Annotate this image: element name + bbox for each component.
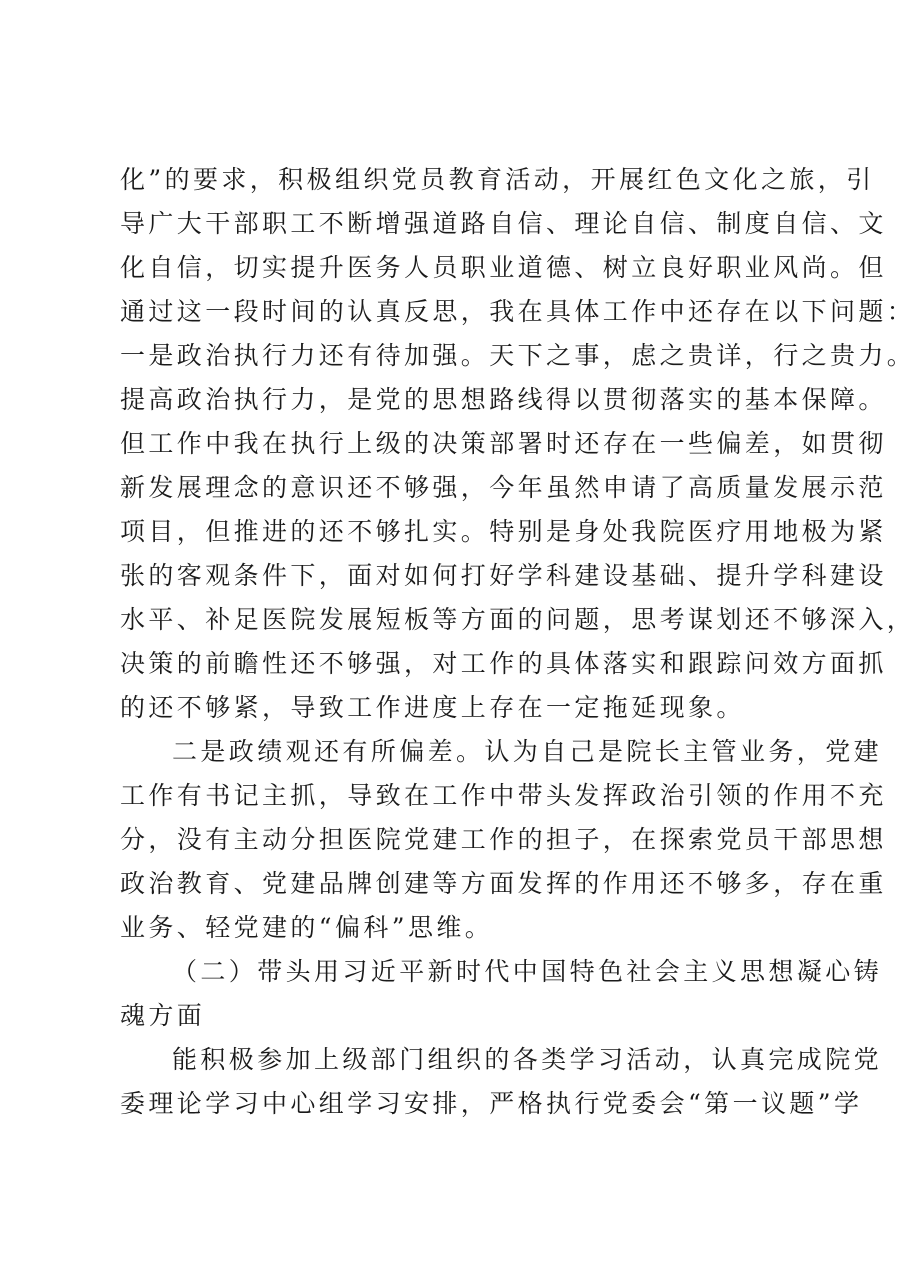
text-line: 政治教育、党建品牌创建等方面发挥的作用还不够多，存在重 [120,869,887,898]
text-line: 化自信，切实提升医务人员职业道德、树立良好职业风尚。但 [120,253,887,282]
text-line: 业务、轻党建的“偏科”思维。 [120,913,494,942]
text-line: 项目，但推进的还不够扎实。特别是身处我院医疗用地极为紧 [120,517,887,546]
text-line: 通过这一段时间的认真反思，我在具体工作中还存在以下问题： [120,297,915,326]
text-line: 化”的要求，积极组织党员教育活动，开展红色文化之旅，引 [120,165,875,194]
text-line: 工作有书记主抓，导致在工作中带头发挥政治引领的作用不充 [120,781,887,810]
paragraph-first-line: 二是政绩观还有所偏差。认为自己是院长主管业务，党建 [172,737,883,766]
section-heading: （二）带头用习近平新时代中国特色社会主义思想凝心铸 [172,957,883,986]
text-line: 一是政治执行力还有待加强。天下之事，虑之贵详，行之贵力。 [120,341,915,370]
text-line: 张的客观条件下，面对如何打好学科建设基础、提升学科建设 [120,561,887,590]
text-line: 水平、补足医院发展短板等方面的问题，思考谋划还不够深入， [120,605,915,634]
text-line: 但工作中我在执行上级的决策部署时还存在一些偏差，如贯彻 [120,429,887,458]
text-line: 决策的前瞻性还不够强，对工作的具体落实和跟踪问效方面抓 [120,649,887,678]
text-line: 的还不够紧，导致工作进度上存在一定拖延现象。 [120,693,745,722]
text-line: 分，没有主动分担医院党建工作的担子，在探索党员干部思想 [120,825,887,854]
text-line: 提高政治执行力，是党的思想路线得以贯彻落实的基本保障。 [120,385,887,414]
text-line: 委理论学习中心组学习安排，严格执行党委会“第一议题”学 [120,1089,863,1118]
text-line: 新发展理念的意识还不够强，今年虽然申请了高质量发展示范 [120,473,887,502]
section-heading-continuation: 魂方面 [120,1001,206,1030]
text-line: 导广大干部职工不断增强道路自信、理论自信、制度自信、文 [120,209,887,238]
paragraph-first-line: 能积极参加上级部门组织的各类学习活动，认真完成院党 [172,1045,883,1074]
